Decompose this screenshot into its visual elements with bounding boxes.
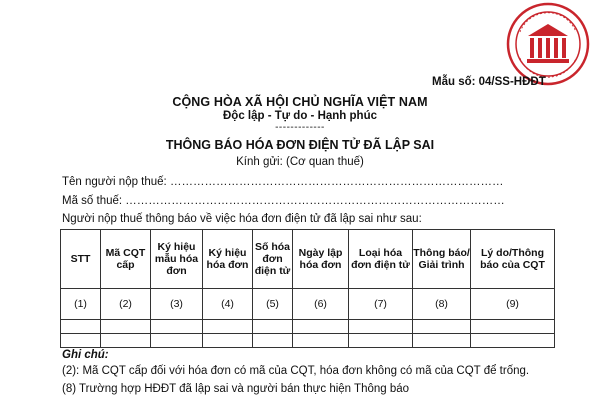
table-cell xyxy=(61,320,101,334)
table-cell xyxy=(413,320,471,334)
table-cell xyxy=(203,320,253,334)
form-code: Mẫu số: 04/SS-HĐĐT xyxy=(432,76,546,88)
column-number: (9) xyxy=(471,289,555,320)
column-header: Ngày lập hóa đơn xyxy=(293,230,349,289)
table-cell xyxy=(151,320,203,334)
column-header: Lý do/Thông báo của CQT xyxy=(471,230,555,289)
addressee: Kính gửi: (Cơ quan thuế) xyxy=(236,156,364,168)
table-cell xyxy=(101,334,151,348)
invoice-table xyxy=(60,229,555,348)
column-number: (2) xyxy=(101,289,151,320)
column-number: (6) xyxy=(293,289,349,320)
table-cell xyxy=(413,334,471,348)
column-header: Số hóa đơn điện tử xyxy=(253,230,293,289)
column-number: (4) xyxy=(203,289,253,320)
taxpayer-name-field: Tên người nộp thuế: …………………………………………………………………………… xyxy=(62,176,504,188)
document-title: THÔNG BÁO HÓA ĐƠN ĐIỆN TỬ ĐÃ LẬP SAI xyxy=(165,138,435,152)
table-cell xyxy=(293,334,349,348)
column-number: (8) xyxy=(413,289,471,320)
header-divider: ------------- xyxy=(275,122,325,133)
table-cell xyxy=(101,320,151,334)
table-header-row xyxy=(61,230,555,289)
tax-code-field: Mã số thuế: ……………………………………………………………………………………… xyxy=(62,195,505,207)
notes-heading: Ghi chú: xyxy=(62,349,109,361)
table-cell xyxy=(253,334,293,348)
column-number-row xyxy=(61,289,555,320)
note-item: (2): Mã CQT cấp đối với hóa đơn có mã của CQT, hóa đơn không có mã của CQT để trống. xyxy=(62,365,530,377)
table-cell xyxy=(349,334,413,348)
column-header: Ký hiệu hóa đơn xyxy=(203,230,253,289)
column-number: (1) xyxy=(61,289,101,320)
table-cell xyxy=(203,334,253,348)
table-row xyxy=(61,320,555,334)
intro-text: Người nộp thuế thông báo về việc hóa đơn điện tử đã lập sai như sau: xyxy=(62,213,422,225)
table-cell xyxy=(471,334,555,348)
national-title: CỘNG HÒA XÃ HỘI CHỦ NGHĨA VIỆT NAM xyxy=(172,95,428,109)
table-cell xyxy=(151,334,203,348)
note-item: (8) Trường hợp HĐĐT đã lập sai và người bán thực hiện Thông báo xyxy=(62,383,410,395)
table-cell xyxy=(471,320,555,334)
table-cell xyxy=(61,334,101,348)
table-cell xyxy=(349,320,413,334)
table-cell xyxy=(293,320,349,334)
national-motto: Độc lập - Tự do - Hạnh phúc xyxy=(223,110,377,122)
table-cell xyxy=(253,320,293,334)
column-header: Mã CQT cấp xyxy=(101,230,151,289)
law-library-seal-icon xyxy=(506,2,590,86)
column-number: (5) xyxy=(253,289,293,320)
column-header: Ký hiệu mẫu hóa đơn xyxy=(151,230,203,289)
column-number: (7) xyxy=(349,289,413,320)
column-header: Thông báo/ Giải trình xyxy=(413,230,471,289)
column-header: Loại hóa đơn điện tử xyxy=(349,230,413,289)
column-header: STT xyxy=(61,230,101,289)
column-number: (3) xyxy=(151,289,203,320)
table-row xyxy=(61,334,555,348)
